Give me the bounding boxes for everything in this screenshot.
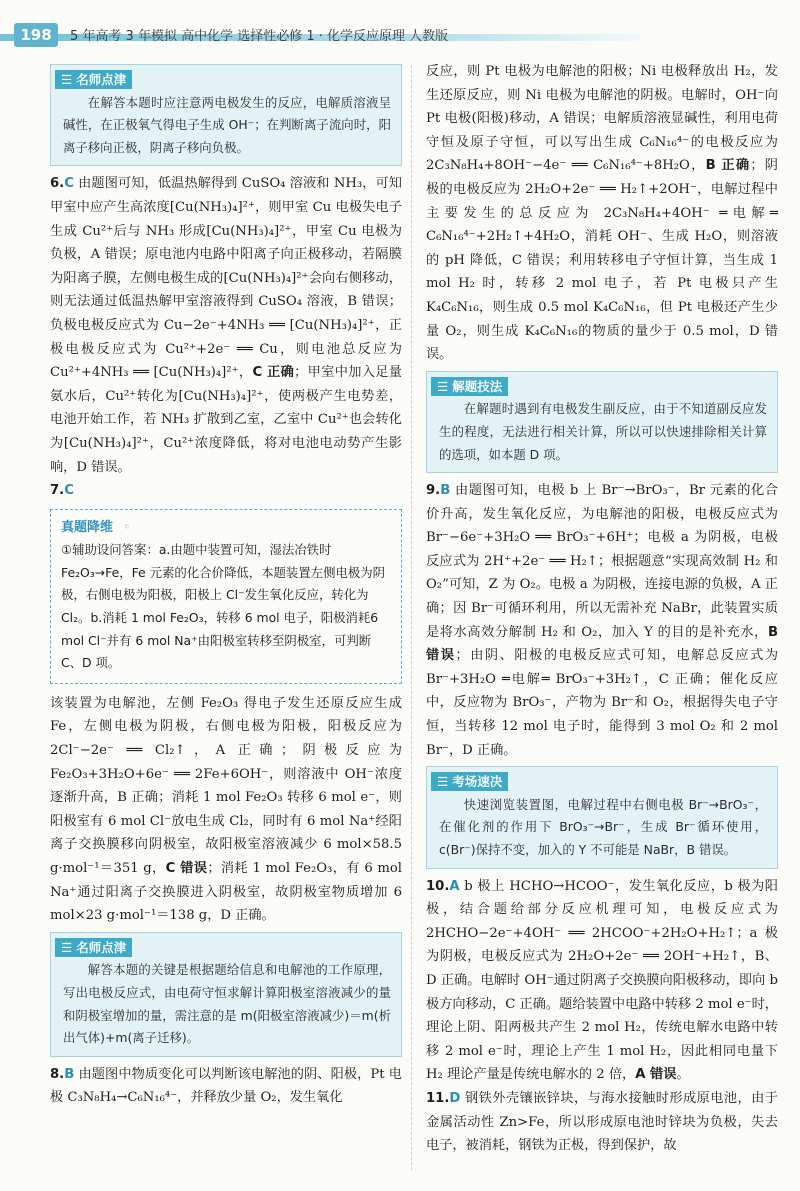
column-divider bbox=[411, 65, 412, 1170]
tip-title: ☰ 解题技法 bbox=[431, 377, 508, 396]
left-column bbox=[50, 60, 402, 1110]
answer-letter: B bbox=[440, 483, 451, 499]
tip-body: 解答本题的关键是根据题给信息和电解池的工作原理，写出电极反应式，由电荷守恒求解计算阳极室溶液减少的量和阴极室增加的量，需注意的是 m(阳极室溶液减少)＝m(析出气体)+m(离子迁移)。 bbox=[63, 962, 391, 1046]
answer-letter: C bbox=[64, 483, 74, 499]
tip-box-mingshi-1 bbox=[50, 64, 402, 166]
tip-title: ☰ 考场速决 bbox=[431, 772, 508, 791]
answer-letter: D bbox=[449, 1090, 461, 1106]
list-icon: ☰ bbox=[61, 939, 73, 955]
answer-letter: C bbox=[64, 176, 74, 192]
box-zhenti-jiangwei bbox=[50, 509, 402, 684]
page-header bbox=[0, 0, 800, 48]
answer-letter: B bbox=[64, 1066, 75, 1082]
tip-body: 快速浏览装置图，电解过程中右侧电极 Br⁻→BrO₃⁻，在催化剂的作用下 BrO₃⁻→Br⁻，生成 Br⁻循环使用，c(Br⁻)保持不变，加入的 Y 不可能是 NaBr，B 错误。 bbox=[439, 796, 767, 857]
list-icon: ☰ bbox=[437, 774, 449, 790]
list-icon: ☰ bbox=[437, 378, 449, 394]
box-body: ①辅助设问答案：a.由题中装置可知，湿法冶铁时 Fe₂O₃→Fe，Fe 元素的化合价降低，本题装置左侧电极为阴极，右侧电极为阳极，阳极上 Cl⁻发生氧化反应，转化为 Cl₂。b.消耗 1 mol Fe₂O₃，转移 6 mol 电子，阳极消耗6 mol Cl⁻并有 6 mol Na⁺由阳极室转移至阴极室，可判断 C、D 项。 bbox=[61, 542, 386, 671]
box-title: 真题降维 bbox=[61, 520, 119, 535]
answer-8: 8.B 由题图中物质变化可以判断该电解池的阴、阳极，Pt 电极 C₃N₈H₄→C₆N₁₆⁴⁻，并释放少量 O₂，发生氧化 bbox=[50, 1066, 402, 1106]
answer-10: 10.A b 极上 HCHO→HCOO⁻，发生氧化反应，b 极为阳极，结合题给部分反应机理可知，电极反应式为 2HCHO−2e⁻+4OH⁻ ══ 2HCOO⁻+2H₂O+H₂↑；a 极为阴极，电极反应式为 2H₂O+2e⁻ ══ 2OH⁻+H₂↑，B、D 正确。电解时 OH⁻通过阴离子交换膜向阳极移动，即向 b 极方向移动，C 正确。题给装置中电路中转移 2 mol e⁻时，理论上阴、阳两极共产生 2 mol H₂，传统电解水电路中转移 2 mol e⁻时，理论上产生 1 mol H₂，因此相同电量下 H₂ 理论产量是传统电解水的 2 倍，A 错误。 bbox=[426, 878, 778, 1083]
tip-box-kaochang-sujue bbox=[426, 766, 778, 868]
list-icon: ☰ bbox=[61, 72, 73, 87]
answer-8-continued: 反应，则 Pt 电极为电解池的阳极；Ni 电极释放出 H₂，发生还原反应，则 Ni 电极为电解池的阴极。电解时，OH⁻向 Pt 电极(阳极)移动，A 错误；电解质溶液显碱性，利用电荷守恒及原子守恒，可以写出生成 C₆N₁₆⁴⁻的电极反应为 2C₃N₈H₄+8OH⁻−4e⁻ ══ C₆N₁₆⁴⁻+8H₂O，B 正确；阴极的电极反应为 2H₂O+2e⁻ ══ H₂↑+2OH⁻，电解过程中主要发生的总反应为 2C₃N₈H₄+4OH⁻ ═电解═ C₆N₁₆⁴⁻+2H₂↑+4H₂O，消耗 OH⁻、生成 H₂O，则溶液的 pH 降低，C 错误；利用转移电子守恒计算，当生成 1 mol H₂ 时，转移 2 mol 电子，若 Pt 电极只产生 K₄C₆N₁₆，则生成 0.5 mol K₄C₆N₁₆，但 Pt 电极还产生少量 O₂，则生成 K₄C₆N₁₆的物质的量少于 0.5 mol，D 错误。 bbox=[426, 64, 778, 363]
tip-box-jieti-jifa bbox=[426, 371, 778, 473]
tip-body: 在解答本题时应注意两电极发生的反应，电解质溶液呈碱性，在正极氧气得电子生成 OH⁻；在判断离子流向时，阳离子移向正极，阴离子移向负极。 bbox=[63, 94, 391, 155]
answer-9: 9.B 由题图可知，电极 b 上 Br⁻→BrO₃⁻，Br 元素的化合价升高，发生氧化反应，为电解池的阳极，电极反应式为 Br⁻−6e⁻+3H₂O ══ BrO₃⁻+6H⁺；电极 a 为阴极，电极反应式为 2H⁺+2e⁻ ══ H₂↑；根据题意“实现高效制 H₂ 和 O₂”可知，Z 为 O₂。电极 a 为阴极，连接电源的负极，A 正确；因 Br⁻可循环利用，所以无需补充 NaBr，此装置实质是将水高效分解制 H₂ 和 O₂，加入 Y 的目的是补充水，B 错误；由阴、阳极的电极反应式可知，电解总反应式为 Br⁻+3H₂O ═电解═ BrO₃⁻+3H₂↑，C 正确；催化反应中，反应物为 BrO₃⁻，产物为 Br⁻和 O₂，根据得失电子守恒，当转移 12 mol 电子时，能得到 3 mol O₂ 和 2 mol Br⁻，D 正确。 bbox=[426, 483, 779, 758]
answer-letter: A bbox=[449, 878, 460, 894]
tip-title: ☰ 名师点津 bbox=[55, 70, 132, 89]
running-title: 5 年高考 3 年模拟 高中化学 选择性必修 1 · 化学反应原理 人教版 bbox=[70, 29, 449, 44]
page-number: 198 bbox=[14, 23, 58, 47]
answer-11: 11.D 钢铁外壳镶嵌锌块，与海水接触时形成原电池，由于金属活动性 Zn>Fe，所以形成原电池时锌块为负极，失去电子，被消耗，钢铁为正极，得到保护，故 bbox=[426, 1090, 778, 1154]
answer-7: 7.C bbox=[50, 483, 74, 499]
answer-7-body: 该装置为电解池，左侧 Fe₂O₃ 得电子发生还原反应生成 Fe，左侧电极为阴极，右侧电极为阳极，阳极反应为 2Cl⁻−2e⁻ ══ Cl₂↑，A 正确；阴极反应为 Fe₂O₃+3H₂O+6e⁻ ══ 2Fe+6OH⁻，则溶液中 OH⁻浓度逐渐升高，B 正确；消耗 1 mol Fe₂O₃ 转移 6 mol e⁻，则阳极室有 6 mol Cl⁻放电生成 Cl₂，同时有 6 mol Na⁺经阳离子交换膜移向阴极室，故阳极室溶液减少 6 mol×58.5 g·mol⁻¹＝351 g，C 错误；消耗 1 mol Fe₂O₃，有 6 mol Na⁺通过阳离子交换膜进入阴极室，故阴极室物质增加 6 mol×23 g·mol⁻¹＝138 g，D 正确。 bbox=[50, 695, 402, 924]
answer-6: 6.C 由题图可知，低温热解得到 CuSO₄ 溶液和 NH₃，可知甲室中应产生高浓度[Cu(NH₃)₄]²⁺，则甲室 Cu 电极失电子生成 Cu²⁺后与 NH₃ 形成[Cu(NH₃)₄]²⁺，甲室 Cu 电极为负极，A 错误；原电池内电路中阳离子向正极移动，若隔膜为阳离子膜，左侧电极生成的[Cu(NH₃)₄]²⁺会向右侧移动，则无法通过低温热解甲室溶液得到 CuSO₄ 溶液，B 错误；负极电极反应式为 Cu−2e⁻+4NH₃ ══ [Cu(NH₃)₄]²⁺，正极电极反应式为 Cu²⁺+2e⁻ ══ Cu，则电池总反应为 Cu²⁺+4NH₃ ══ [Cu(NH₃)₄]²⁺，C 正确；甲室中加入足量氨水后，Cu²⁺转化为[Cu(NH₃)₄]²⁺，使两极产生电势差，电池开始工作，若 NH₃ 扩散到乙室，乙室中 Cu²⁺也会转化为[Cu(NH₃)₄]²⁺，Cu²⁺浓度降低，将对电池电动势产生影响，D 错误。 bbox=[50, 176, 402, 475]
tip-box-mingshi-2 bbox=[50, 932, 402, 1057]
right-column bbox=[426, 60, 778, 1158]
tip-title: ☰ 名师点津 bbox=[55, 938, 132, 957]
dot-icon: ◦ bbox=[119, 518, 131, 534]
tip-body: 在解题时遇到有电极发生副反应，由于不知道副反应发生的程度，无法进行相关计算，所以可以快速排除相关计算的选项，如本题 D 项。 bbox=[439, 401, 767, 462]
